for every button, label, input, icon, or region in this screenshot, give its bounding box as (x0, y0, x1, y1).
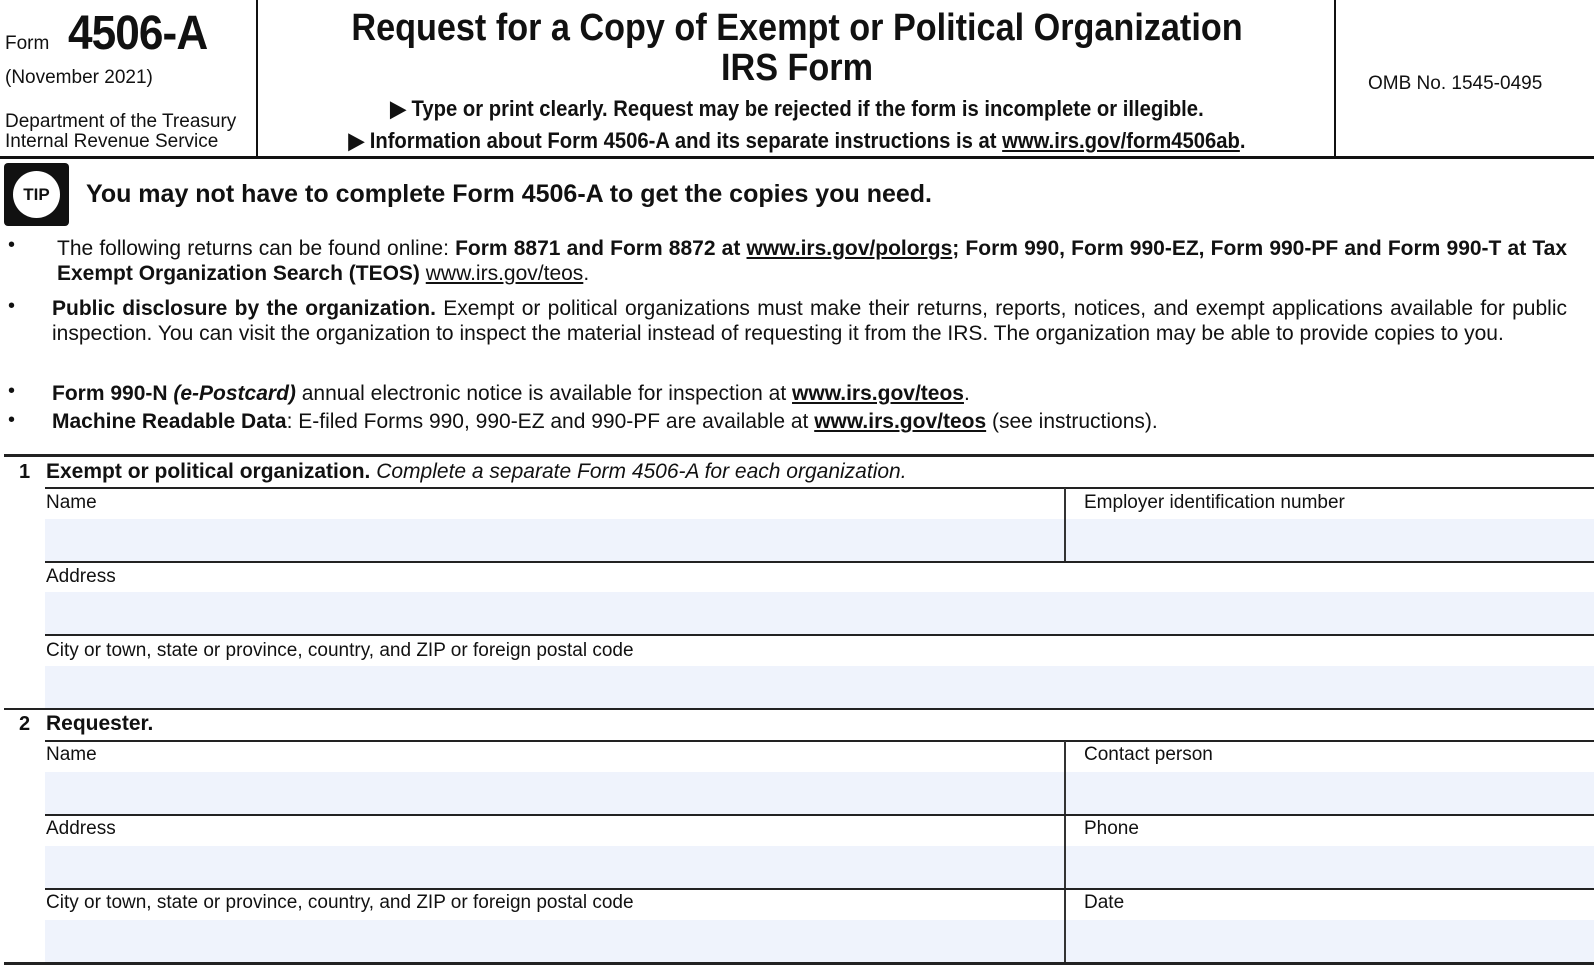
phone-label: Phone (1084, 818, 1139, 839)
contact-person-input[interactable] (1066, 772, 1594, 814)
instruction-2 (301, 128, 1293, 154)
date-label: Date (1084, 892, 1125, 913)
date-input[interactable] (1066, 920, 1594, 962)
requester-address-label: Address (46, 818, 116, 839)
org-address-label: Address (46, 566, 116, 587)
bullet-end: (see instructions). (986, 410, 1158, 433)
row-rule (45, 634, 1594, 636)
section2-rule (45, 740, 1594, 742)
bullet-icon: • (8, 295, 16, 317)
bullet-public-disclosure (52, 296, 1567, 346)
phone-input[interactable] (1066, 846, 1594, 888)
bullet-text: Exempt or political organizations must make their returns, reports, notices, and exempt applications available for public inspection. You can visit the organization to inspect the material instead of requesting it from the IRS. The organization may be able to provide copies to you. (52, 297, 1567, 345)
bullet-990n (52, 381, 1567, 406)
bullet-bold: Machine Readable Data (52, 410, 287, 433)
bullet-bold: Public disclosure by the organization. (52, 297, 436, 320)
requester-address-input[interactable] (45, 846, 1064, 888)
omb-number: OMB No. 1545-0495 (1368, 73, 1543, 94)
instruction-1-text: Type or print clearly. Request may be rejected if the form is incomplete or illegible. (411, 96, 1204, 121)
header-divider (0, 156, 1594, 159)
requester-city-label: City or town, state or province, country, and ZIP or foreign postal code (46, 892, 634, 913)
form-word: Form (5, 33, 50, 54)
title-line2: IRS Form (720, 47, 874, 89)
instruction-2-suffix: . (1239, 128, 1246, 153)
org-name-label: Name (46, 492, 97, 513)
instruction-1 (301, 96, 1293, 122)
teos-link[interactable]: www.irs.gov/teos (792, 382, 964, 405)
org-city-input[interactable] (45, 666, 1594, 708)
bullet-online-returns (57, 236, 1567, 286)
requester-city-input[interactable] (45, 920, 1064, 962)
section1-top-rule (4, 454, 1594, 457)
bullet-end: . (583, 262, 590, 285)
requester-name-input[interactable] (45, 772, 1064, 814)
section2-top-rule (4, 708, 1594, 710)
bullet-text: : E-filed Forms 990, 990-EZ and 990-PF are available at (286, 410, 815, 433)
row-rule (45, 814, 1594, 816)
form-number: 4506-A (68, 7, 208, 60)
section1-number: 1 (19, 461, 31, 483)
bullet-bold: ; Form 990, Form 990-EZ, Form 990-PF and Form 990-T at Tax Exempt Organization Search (TEOS) (57, 237, 1568, 285)
tip-text: You may not have to complete Form 4506-A to get the copies you need. (86, 180, 932, 208)
teos-link[interactable]: www.irs.gov/teos (425, 262, 584, 285)
arrow-right-icon: ▶ (348, 128, 365, 153)
org-address-input[interactable] (45, 592, 1594, 634)
instruction-2-text: Information about Form 4506-A and its separate instructions is at (369, 128, 1003, 153)
revision-date: (November 2021) (5, 67, 153, 88)
section1-title-text: Exempt or political organization. (46, 460, 371, 483)
section2-title: Requester. (46, 712, 154, 735)
bullet-text: The following returns can be found online: (57, 237, 456, 260)
bullet-end: . (963, 382, 970, 405)
polorgs-link[interactable]: www.irs.gov/polorgs (746, 237, 953, 260)
bullet-bold: Form 990-N (52, 382, 174, 405)
org-name-input[interactable] (45, 519, 1064, 561)
form4506ab-link[interactable]: www.irs.gov/form4506ab (1002, 128, 1240, 153)
title-block (258, 0, 1336, 156)
org-city-label: City or town, state or province, country, and ZIP or foreign postal code (46, 640, 634, 661)
title-line1: Request for a Copy of Exempt or Political Organization (351, 7, 1243, 49)
bullet-bold: Form 8871 and Form 8872 at (455, 237, 747, 260)
bullet-icon: • (8, 409, 16, 431)
tip-icon: TIP (13, 171, 60, 218)
department (5, 112, 236, 152)
department-line1: Department of the Treasury (5, 111, 237, 132)
teos-link[interactable]: www.irs.gov/teos (814, 410, 987, 433)
ein-input[interactable] (1066, 519, 1594, 561)
requester-name-label: Name (46, 744, 97, 765)
contact-person-label: Contact person (1084, 744, 1213, 765)
section1-subtitle: Complete a separate Form 4506-A for each organization. (370, 460, 907, 483)
row-rule (45, 888, 1594, 890)
row-rule (45, 561, 1594, 563)
section2-bottom-rule (4, 962, 1594, 965)
section1-title (46, 460, 907, 484)
arrow-right-icon: ▶ (390, 96, 406, 121)
ein-label: Employer identification number (1084, 492, 1345, 513)
section2-number: 2 (19, 713, 31, 735)
bullet-icon: • (8, 234, 16, 256)
tip-badge (4, 163, 69, 226)
department-line2: Internal Revenue Service (5, 131, 219, 152)
bullet-machine-readable (52, 409, 1567, 434)
bullet-text: annual electronic notice is available for inspection at (295, 382, 793, 405)
bullet-icon: • (8, 380, 16, 402)
section1-rule (45, 487, 1594, 489)
form-title (312, 8, 1282, 88)
bullet-bold-italic: (e-Postcard) (173, 382, 296, 405)
